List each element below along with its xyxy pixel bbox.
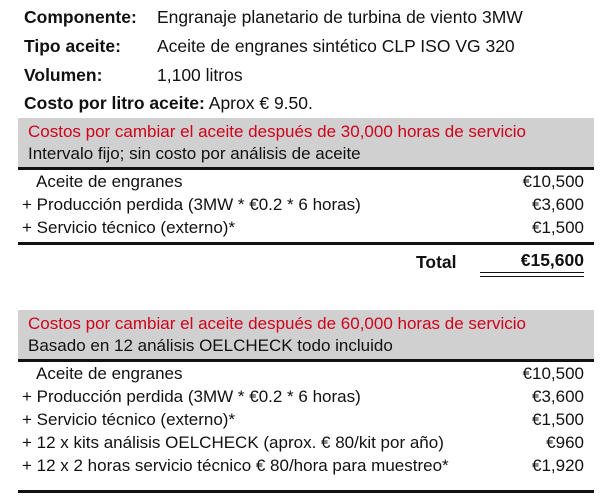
cost-item xyxy=(18,170,594,193)
cost-item-label: + 12 x 2 horas servicio técnico € 80/hora para muestreo* xyxy=(22,456,449,475)
total-amount: €15,600 xyxy=(520,250,584,270)
cost-item-amount: €3,600 xyxy=(532,387,584,406)
cost-item xyxy=(18,362,594,385)
spec-value: Engranaje planetario de turbina de viento 3MW xyxy=(157,7,523,27)
cost-item xyxy=(18,454,594,477)
section-title: Costos por cambiar el aceite después de 60,000 horas de servicio xyxy=(28,314,527,333)
section-subtitle: Intervalo fijo; sin costo por análisis de aceite xyxy=(28,144,361,163)
cost-item-amount: €1,500 xyxy=(532,218,584,237)
section-header xyxy=(18,118,594,167)
section-divider xyxy=(18,490,594,493)
spec-value: Aceite de engranes sintético CLP ISO VG 320 xyxy=(157,36,515,56)
total-row xyxy=(18,245,594,275)
cost-section-60000 xyxy=(18,310,594,477)
spec-tipo-aceite xyxy=(24,35,515,57)
cost-item-amount: €1,500 xyxy=(532,410,584,429)
spec-label: Costo por litro aceite: xyxy=(24,93,205,113)
cost-item-label: + Producción perdida (3MW * €0.2 * 6 horas) xyxy=(22,387,361,406)
cost-item-label: + 12 x kits análisis OELCHECK (aprox. € 80/kit por año) xyxy=(22,433,444,452)
total-underline xyxy=(480,272,584,273)
spec-label: Componente: xyxy=(24,7,137,27)
cost-item xyxy=(18,193,594,216)
cost-item-label: + Servicio técnico (externo)* xyxy=(22,410,236,429)
total-label: Total xyxy=(416,252,457,272)
cost-item xyxy=(18,385,594,408)
spec-value: 1,100 litros xyxy=(157,65,243,85)
cost-item-amount: €3,600 xyxy=(532,195,584,214)
total-underline xyxy=(480,276,584,277)
cost-section-30000 xyxy=(18,118,594,275)
section-header xyxy=(18,310,594,359)
spec-label: Tipo aceite: xyxy=(24,36,121,56)
section-title: Costos por cambiar el aceite después de 30,000 horas de servicio xyxy=(28,122,527,141)
cost-item-amount: €1,920 xyxy=(532,456,584,475)
cost-item-label: + Producción perdida (3MW * €0.2 * 6 horas) xyxy=(22,195,361,214)
cost-item xyxy=(18,431,594,454)
cost-item-label: + Servicio técnico (externo)* xyxy=(22,218,236,237)
cost-item xyxy=(18,216,594,239)
spec-label: Volumen: xyxy=(24,65,103,85)
cost-item-amount: €10,500 xyxy=(522,172,584,191)
spec-costo-litro xyxy=(24,92,313,114)
section-subtitle: Basado en 12 análisis OELCHECK todo incluido xyxy=(28,336,393,355)
cost-item-amount: €960 xyxy=(546,433,584,452)
cost-item-amount: €10,500 xyxy=(522,364,584,383)
spec-volumen xyxy=(24,64,243,86)
spec-value: Aprox € 9.50. xyxy=(208,93,313,113)
cost-item-label: Aceite de engranes xyxy=(36,364,183,383)
spec-componente xyxy=(24,6,523,28)
cost-item xyxy=(18,408,594,431)
cost-item-label: Aceite de engranes xyxy=(36,172,183,191)
